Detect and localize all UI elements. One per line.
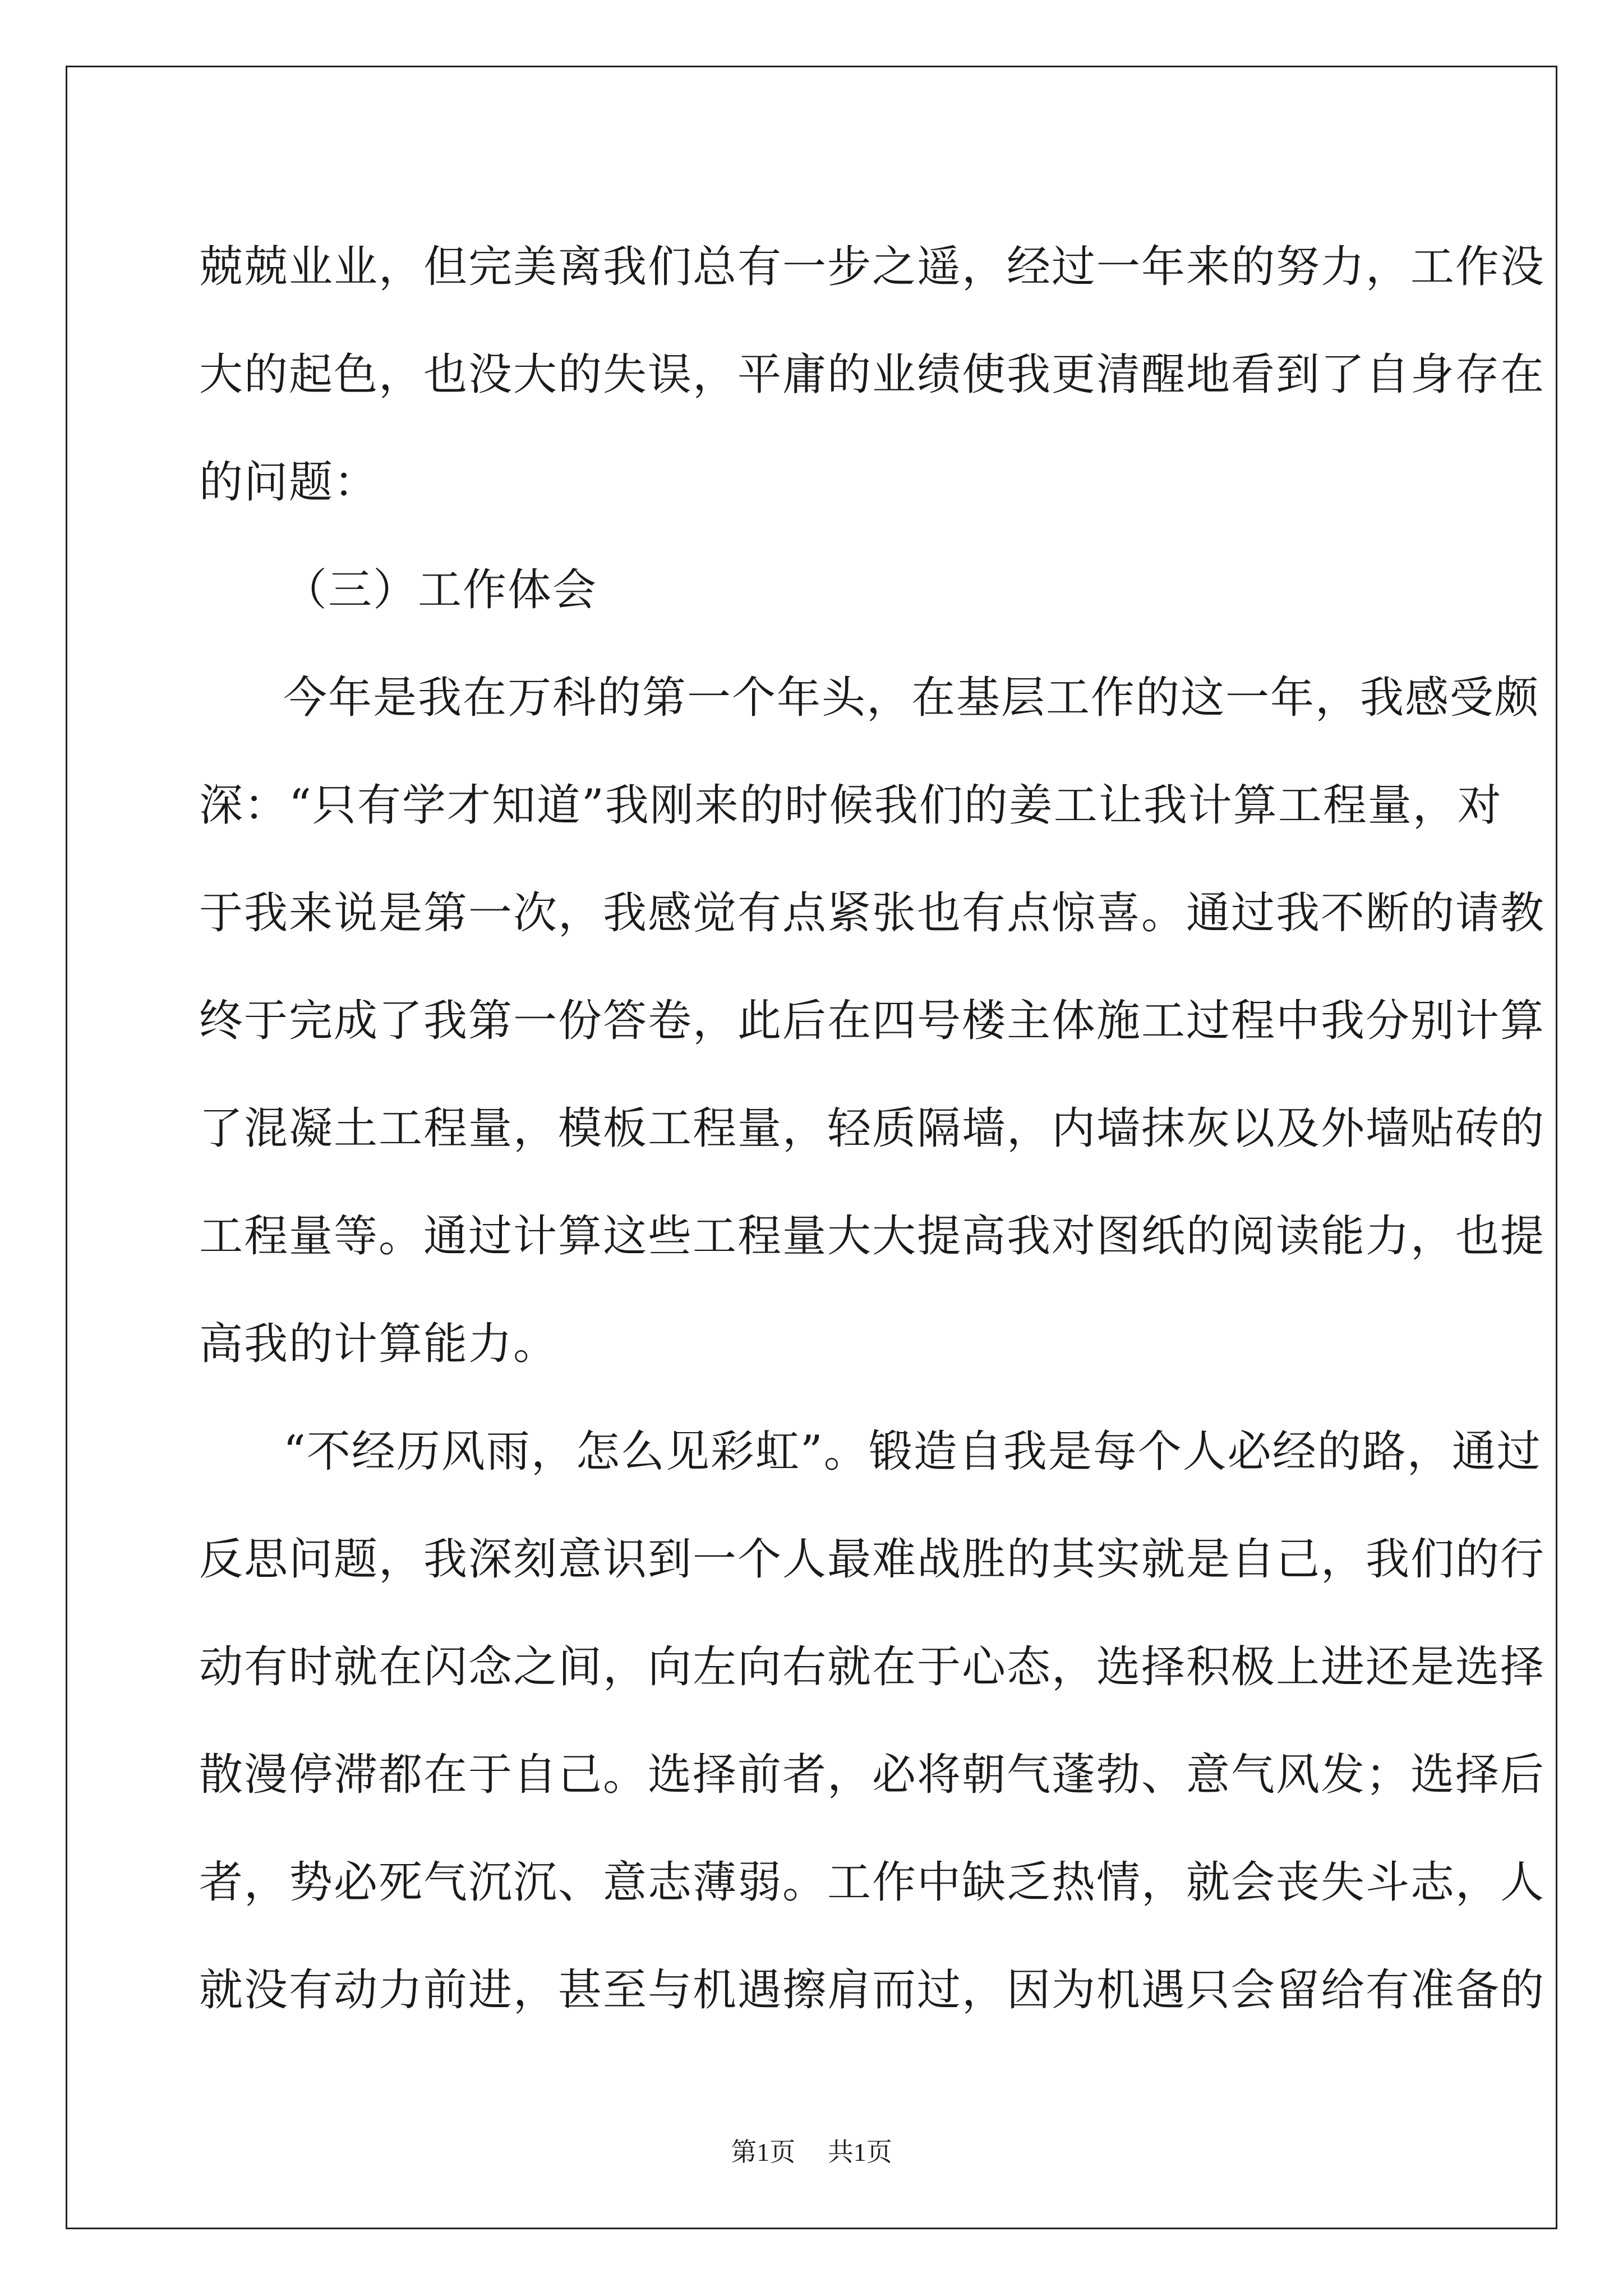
section-heading: （三）工作体会 [283, 565, 598, 615]
text-line: 就没有动力前进，甚至与机遇擦肩而过，因为机遇只会留给有准备的 [199, 1965, 1546, 2016]
text-line: 于我来说是第一次，我感觉有点紧张也有点惊喜。通过我不断的请教 [199, 888, 1546, 938]
text-line: 的问题： [199, 457, 379, 508]
text-line: 兢兢业业，但完美离我们总有一步之遥，经过一年来的努力，工作没 [199, 242, 1546, 292]
page-total: 共1页 [827, 2138, 892, 2166]
page-footer [0, 2132, 1623, 2169]
text-line: 今年是我在万科的第一个年头，在基层工作的这一年，我感受颇 [283, 673, 1540, 723]
text-line: 了混凝土工程量，模板工程量，轻质隔墙，内墙抹灰以及外墙贴砖的 [199, 1103, 1546, 1154]
text-line: 大的起色，也没大的失误，平庸的业绩使我更清醒地看到了自身存在 [199, 349, 1546, 400]
text-line: 工程量等。通过计算这些工程量大大提高我对图纸的阅读能力，也提 [199, 1211, 1546, 1262]
text-line: 反思问题，我深刻意识到一个人最难战胜的其实就是自己，我们的行 [199, 1534, 1546, 1585]
text-line: “不经历风雨，怎么见彩虹”。锻造自我是每个人必经的路，通过 [283, 1427, 1542, 1477]
document-body [199, 213, 1546, 2044]
text-line: 高我的计算能力。 [199, 1319, 559, 1369]
page-number: 第1页 [731, 2138, 796, 2166]
text-line: 散漫停滞都在于自己。选择前者，必将朝气蓬勃、意气风发；选择后 [199, 1750, 1546, 1800]
text-line: 深：“只有学才知道”我刚来的时候我们的姜工让我计算工程量，对 [199, 780, 1502, 831]
text-line: 终于完成了我第一份答卷，此后在四号楼主体施工过程中我分别计算 [199, 996, 1546, 1046]
text-line: 者，势必死气沉沉、意志薄弱。工作中缺乏热情，就会丧失斗志，人 [199, 1857, 1546, 1908]
text-line: 动有时就在闪念之间，向左向右就在于心态，选择积极上进还是选择 [199, 1642, 1546, 1692]
